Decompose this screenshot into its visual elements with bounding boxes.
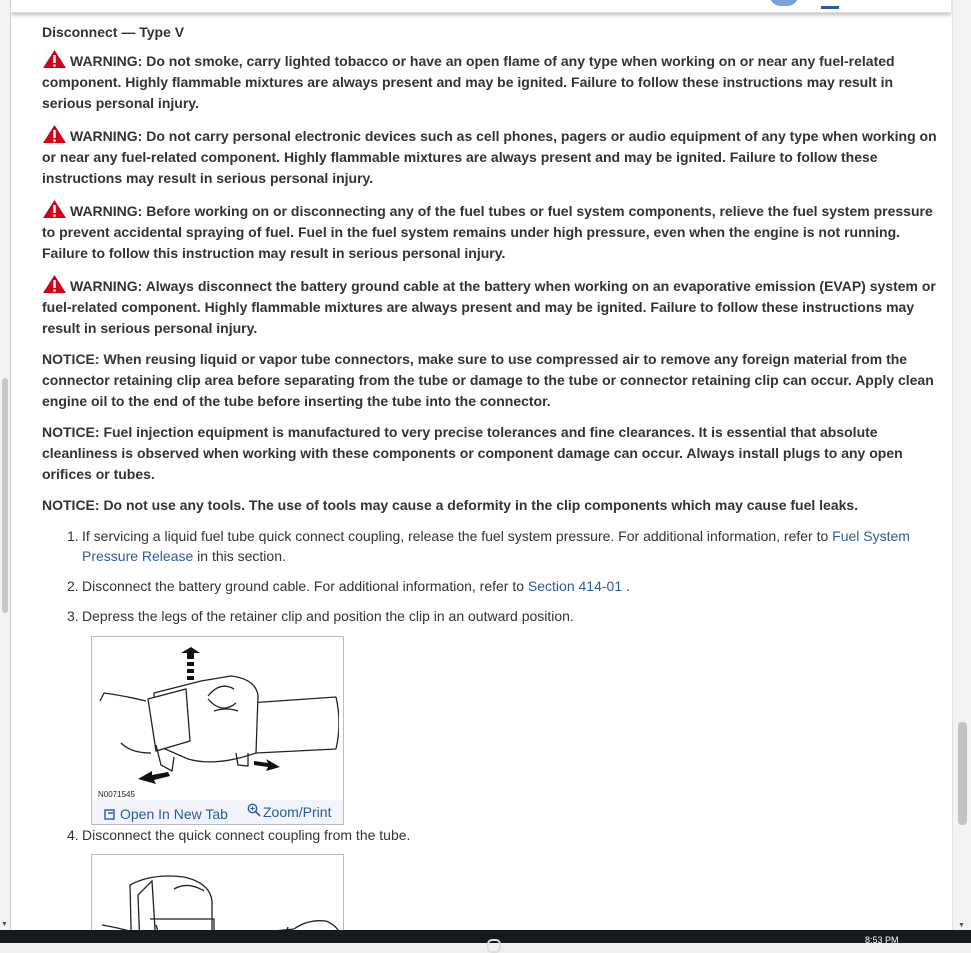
step-2: 2. Disconnect the battery ground cable. For additional information, refer to Section 414-01 . [67,578,630,594]
notice-3: NOTICE: Do not use any tools. The use of tools may cause a deformity in the clip components which may cause fuel leaks. [42,497,859,513]
open-in-new-tab-link[interactable]: Open In New Tab [104,804,228,824]
warning-1: WARNING: Do not smoke, carry lighted tobacco or have an open flame of any type when working on or near any fuel-related component. Highly flammable mixtures are always present and may be ignited. Failure to follow these instructions may result in serious personal injury. [42,49,938,114]
warning-triangle-icon [42,199,67,219]
step-4: 4. Disconnect the quick connect coupling from the tube. [42,825,938,930]
open-new-tab-icon [104,808,116,820]
right-scrollbar[interactable] [952,0,971,930]
zoom-print-link[interactable]: Zoom/Print [247,802,331,822]
figure-quick-connect [91,854,344,930]
section-heading: Disconnect — Type V [42,24,185,40]
warning-3: WARNING: Before working on or disconnecting any of the fuel tubes or fuel system components, relieve the fuel system pressure to prevent accidental spraying of fuel. Fuel in the fuel system remains under high pressure, even when the engine is not running. Failure to follow this instruction may result in serious personal injury. [42,199,938,264]
user-avatar-icon[interactable] [769,0,799,6]
step-3: 3. Depress the legs of the retainer clip and position the clip in an outward position. N0071545 Open In New Tab Zoom/Print [42,606,938,825]
figure-code: N0071545 [98,790,135,799]
header-card [11,0,951,13]
left-scrollbar[interactable] [0,0,11,930]
left-scrollbar-thumb[interactable] [2,378,8,613]
scroll-down-arrow-icon[interactable]: ▼ [958,922,965,929]
step-1: 1. If servicing a liquid fuel tube quick connect coupling, release the fuel system pressure. For additional information, refer to Fuel System Pressure Release in this section. [67,528,910,564]
retainer-clip-illustration [96,641,339,795]
right-scrollbar-thumb[interactable] [958,722,967,825]
warning-2: WARNING: Do not carry personal electronic devices such as cell phones, pagers or audio equipment of any type when working on or near any fuel-related component. Highly flammable mixtures are always present and may be ignited. Failure to follow these instructions may result in serious personal injury. [42,124,938,189]
warning-triangle-icon [42,124,67,144]
figure-retainer-clip [91,636,344,825]
procedure-steps [42,526,938,930]
taskbar [0,930,971,943]
scroll-down-arrow-icon[interactable]: ▼ [1,921,8,928]
figure-actions [92,800,343,824]
zoom-icon [247,803,261,817]
start-button-icon[interactable] [487,939,501,953]
notice-1: NOTICE: When reusing liquid or vapor tube connectors, make sure to use compressed air to remove any foreign material from the connector retaining clip area before separating from the tube or damage to the tube or connector retaining clip can occur. Apply clean engine oil to the end of the tube before inserting the tube into the connector. [42,351,934,409]
toolbar-icon[interactable] [821,0,839,9]
quick-connect-illustration [92,855,343,930]
warning-4: WARNING: Always disconnect the battery ground cable at the battery when working on an evaporative emission (EVAP) system or fuel-related component. Highly flammable mixtures are always present and may be ignited. Failure to follow these instructions may result in serious personal injury. [42,274,938,339]
document-pane [11,0,952,930]
notice-2: NOTICE: Fuel injection equipment is manufactured to very precise tolerances and fine clearances. It is essential that absolute cleanliness is observed when working with these components or component damage can occur. Always install plugs to any open orifices or tubes. [42,424,903,482]
warning-triangle-icon [42,49,67,69]
clock: 8:53 PM [865,935,899,945]
section-414-01-link[interactable]: Section 414-01 [527,578,623,594]
procedure-content [42,24,938,930]
warning-triangle-icon [42,274,67,294]
fuel-system-pressure-release-link[interactable]: Fuel System Pressure Release [82,528,910,564]
